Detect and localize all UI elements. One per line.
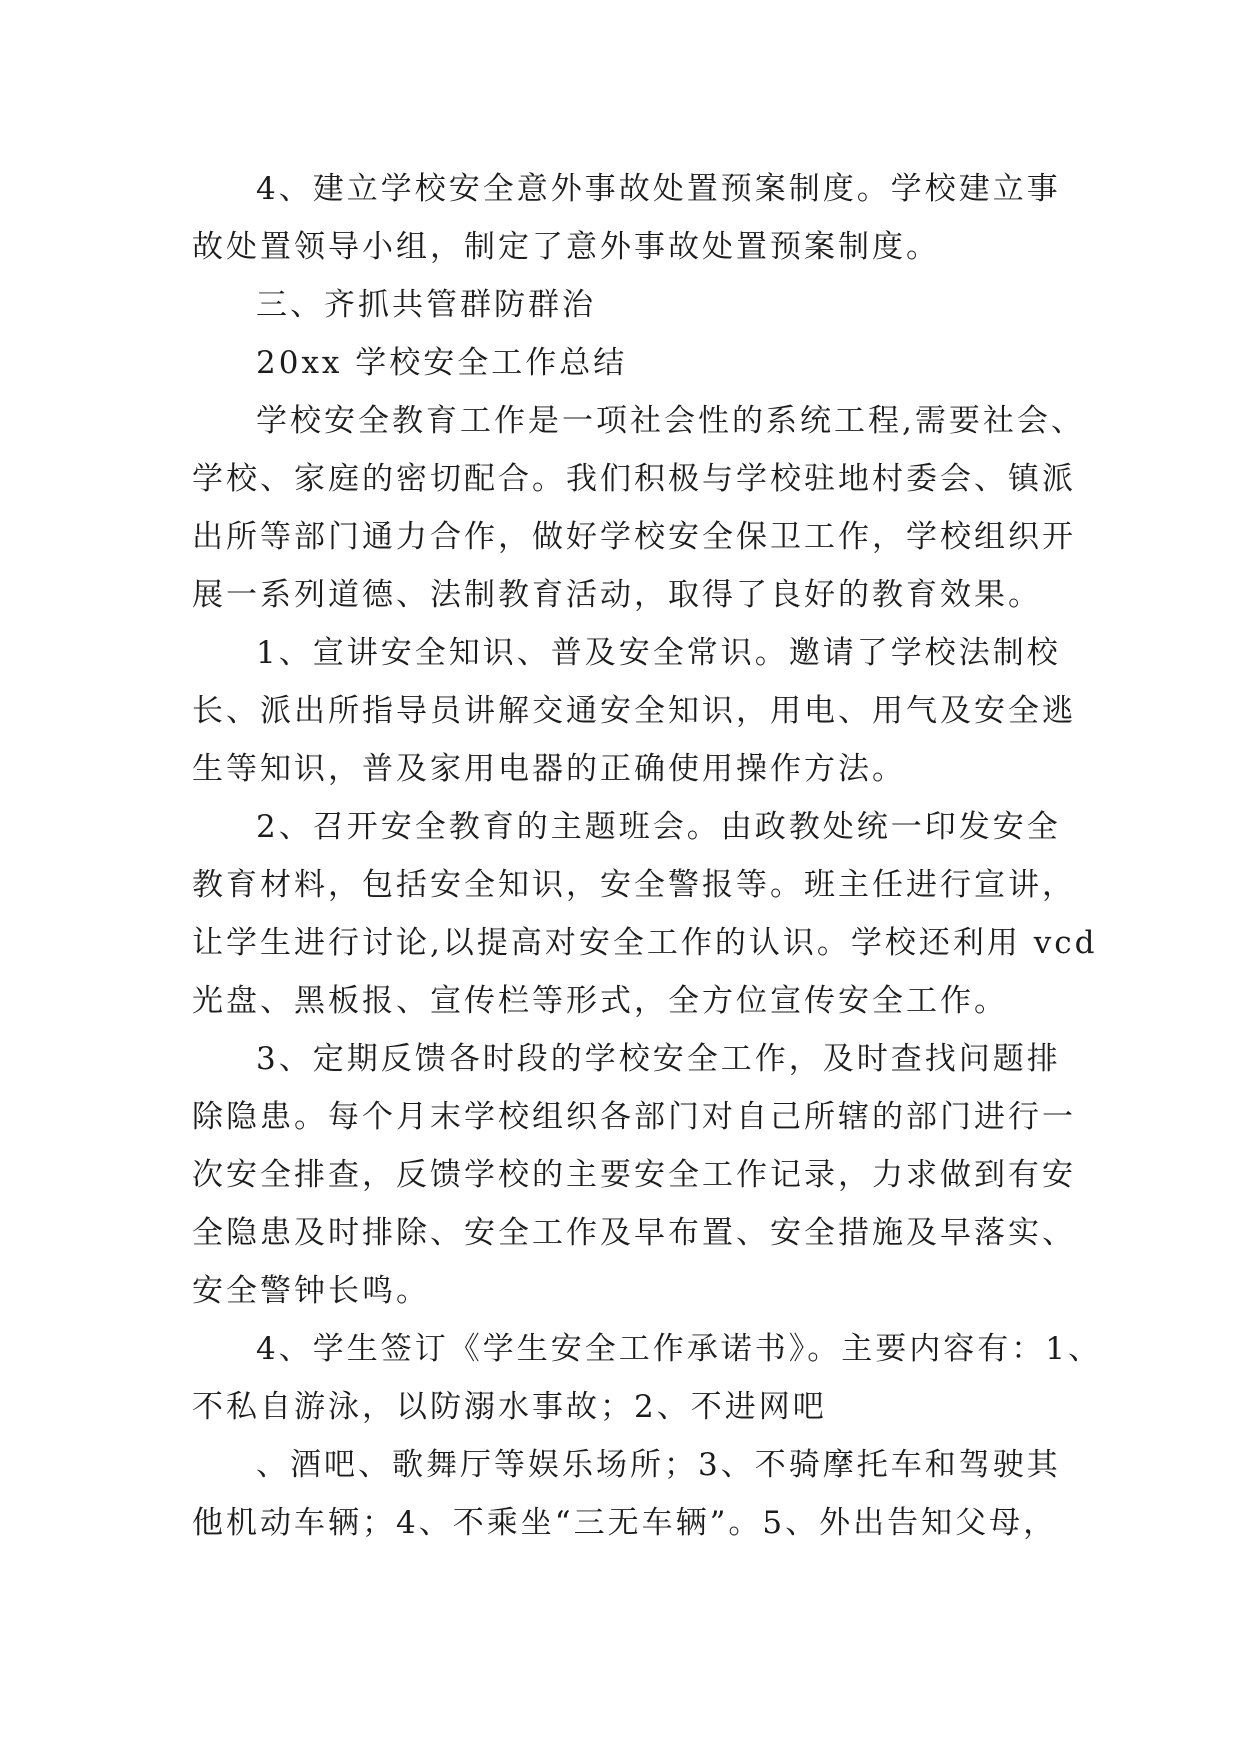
text-line: 1、宣讲安全知识、普及安全常识。邀请了学校法制校 [256, 635, 1061, 671]
text-line: 展一系列道德、法制教育活动，取得了良好的教育效果。 [192, 577, 1042, 613]
text-line: 4、建立学校安全意外事故处置预案制度。学校建立事 [256, 171, 1061, 207]
text-line: 让学生进行讨论,以提高对安全工作的认识。学校还利用 vcd [192, 925, 1098, 961]
text-line: 出所等部门通力合作，做好学校安全保卫工作，学校组织开 [192, 519, 1076, 555]
text-line: 4、学生签订《学生安全工作承诺书》。主要内容有：1、 [256, 1331, 1102, 1367]
text-line: 全隐患及时排除、安全工作及早布置、安全措施及早落实、 [192, 1215, 1076, 1251]
section-heading: 三、齐抓共管群防群治 [256, 287, 596, 323]
document-body [192, 160, 1102, 1552]
text-line: 次安全排查，反馈学校的主要安全工作记录，力求做到有安 [192, 1157, 1076, 1193]
text-line: 故处置领导小组，制定了意外事故处置预案制度。 [192, 229, 940, 265]
text-line: 学校安全教育工作是一项社会性的系统工程,需要社会、 [256, 403, 1085, 439]
text-line: 不私自游泳，以防溺水事故；2、不进网吧 [192, 1389, 827, 1425]
text-line: 生等知识，普及家用电器的正确使用操作方法。 [192, 751, 906, 787]
text-line: 、酒吧、歌舞厅等娱乐场所；3、不骑摩托车和驾驶其 [256, 1447, 1061, 1483]
document-title: 20xx 学校安全工作总结 [256, 345, 628, 381]
text-line: 教育材料，包括安全知识，安全警报等。班主任进行宣讲， [192, 867, 1076, 903]
text-line: 光盘、黑板报、宣传栏等形式，全方位宣传安全工作。 [192, 983, 1008, 1019]
text-line: 安全警钟长鸣。 [192, 1273, 430, 1309]
text-line: 3、定期反馈各时段的学校安全工作，及时查找问题排 [256, 1041, 1061, 1077]
text-line: 学校、家庭的密切配合。我们积极与学校驻地村委会、镇派 [192, 461, 1076, 497]
text-line: 长、派出所指导员讲解交通安全知识，用电、用气及安全逃 [192, 693, 1076, 729]
text-line: 除隐患。每个月末学校组织各部门对自己所辖的部门进行一 [192, 1099, 1076, 1135]
text-line: 2、召开安全教育的主题班会。由政教处统一印发安全 [256, 809, 1061, 845]
text-line: 他机动车辆；4、不乘坐“三无车辆”。5、外出告知父母， [192, 1505, 1058, 1541]
